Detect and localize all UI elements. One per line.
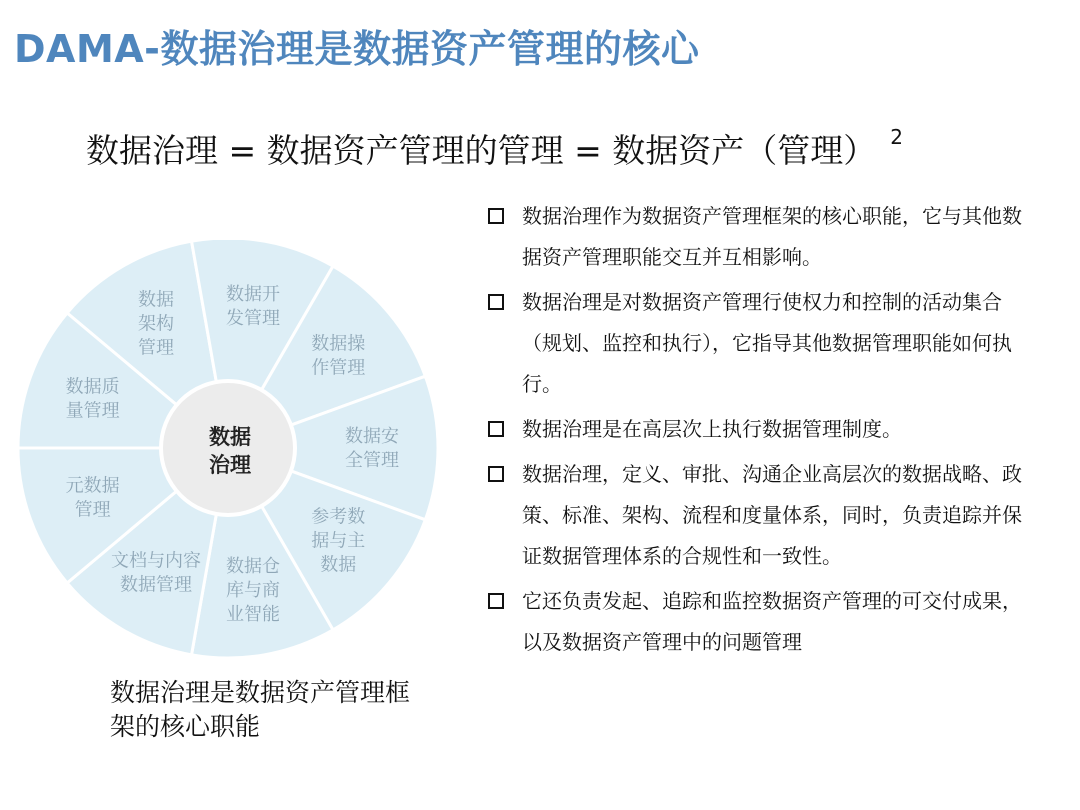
square-bullet-icon <box>488 294 504 310</box>
wheel-segment-label: 数据开 <box>226 284 281 306</box>
key-point-item <box>486 581 1038 663</box>
wheel-segment-label: 数据管理 <box>120 574 192 596</box>
key-point-item <box>486 282 1038 405</box>
wheel-segment-label: 发管理 <box>226 308 281 330</box>
wheel-segment-label: 库与商 <box>226 579 281 601</box>
governance-wheel <box>0 240 460 660</box>
key-point-text: 数据治理，定义、审批、沟通企业高层次的数据战略、政策、标准、架构、流程和度量体系，同时，负责追踪并保证数据管理体系的合规性和一致性。 <box>522 462 1022 568</box>
formula <box>86 125 903 172</box>
square-bullet-icon <box>488 466 504 482</box>
wheel-segment-label: 数据 <box>138 289 174 311</box>
wheel-segment-label: 据与主 <box>311 530 366 552</box>
wheel-segment-label: 数据 <box>320 554 357 576</box>
wheel-segment-label: 架构 <box>138 313 174 335</box>
square-bullet-icon <box>488 421 504 437</box>
wheel-segment-label: 管理 <box>74 499 111 521</box>
wheel-segment-label: 数据质 <box>65 376 120 398</box>
key-point-text: 数据治理作为数据资产管理框架的核心职能，它与其他数据资产管理职能交互并互相影响。 <box>522 204 1022 269</box>
wheel-segment-label: 数据操 <box>311 333 366 355</box>
key-point-item <box>486 409 1038 450</box>
wheel-segment-label: 量管理 <box>65 400 120 422</box>
wheel-center-label-line-2: 治理 <box>209 453 251 477</box>
wheel-segment-label: 数据仓 <box>226 555 281 577</box>
wheel-caption: 数据治理是数据资产管理框架的核心职能 <box>110 678 411 741</box>
key-point-text: 数据治理是在高层次上执行数据管理制度。 <box>522 417 902 441</box>
square-bullet-icon <box>488 593 504 609</box>
wheel-segment-label: 作管理 <box>311 357 366 379</box>
wheel-segment-label: 参考数 <box>311 506 366 528</box>
key-points-list <box>486 196 1038 667</box>
wheel-segment-label: 文档与内容 <box>111 550 201 572</box>
wheel-segment-label: 全管理 <box>345 450 399 471</box>
key-point-item <box>486 196 1038 278</box>
key-point-text: 它还负责发起、追踪和监控数据资产管理的可交付成果，以及数据资产管理中的问题管理 <box>522 589 1022 654</box>
page-title: DAMA-数据治理是数据资产管理的核心 <box>14 27 700 71</box>
square-bullet-icon <box>488 208 504 224</box>
formula-superscript: 2 <box>890 125 903 149</box>
wheel-segment-label: 元数据 <box>65 475 120 497</box>
key-point-item <box>486 454 1038 577</box>
wheel-center-label-line-1: 数据 <box>209 425 251 449</box>
formula-text: 数据治理 = 数据资产管理的管理 = 数据资产（管理） <box>86 131 877 170</box>
wheel-segment-label: 数据安 <box>345 426 399 447</box>
wheel-segment-label: 管理 <box>138 337 174 359</box>
wheel-segment-label: 业智能 <box>226 603 281 625</box>
key-point-text: 数据治理是对数据资产管理行使权力和控制的活动集合（规划、监控和执行），它指导其他数据管理职能如何执行。 <box>522 290 1012 396</box>
